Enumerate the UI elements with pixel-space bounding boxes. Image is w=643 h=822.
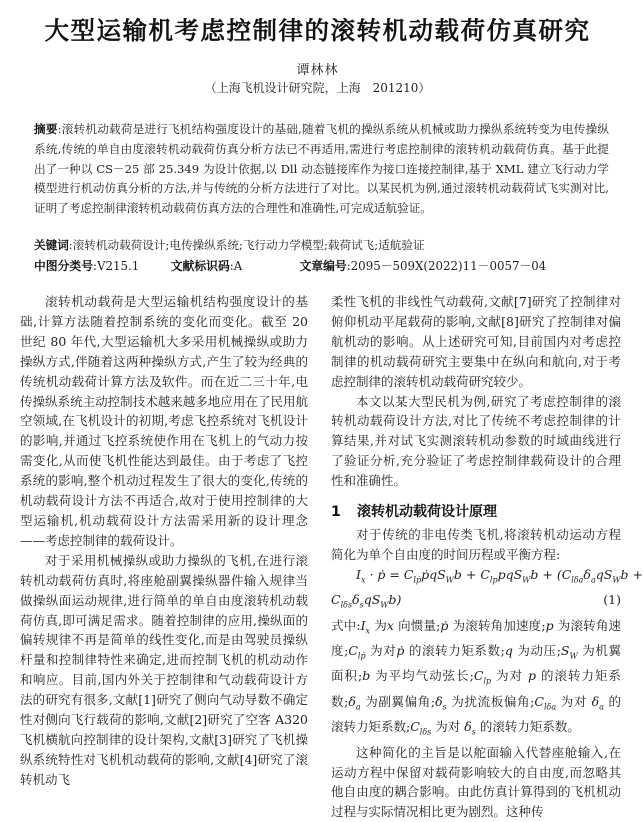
equation-number: (1) [603, 592, 621, 608]
body-paragraph: 对于传统的非电传类飞机,将滚转机动运动方程简化为单个自由度的时间历程或平衡方程: [331, 526, 621, 562]
body-paragraph: 本文以某大型民机为例,研究了考虑控制律的滚转机动载荷设计方法,对比了传统不考虑控制律的计算结果,并对试飞实测滚转机动参数的时域曲线进行了验证分析,充分验证了考虑控制律载荷设计的合理性和准确性。 [331, 393, 621, 489]
section-heading [331, 503, 621, 523]
variable-definitions: 式中$:I_x$ 为x 向惯量;ṗ 为滚转角加速度;p 为滚转角速度$;C_{lṗ}$ 为对ṗ 的滚转力矩系数;q 为动压$;S_W$ 为机翼面积;b 为平均气动弦长$;C_{lp}$ 为对 p 的滚转力矩系数$;\delta_a$ 为副翼偏角$;\delta_s$ 为扰流板偏角$;C_{l\delta a}$ 为对 $\delta_a$ 的滚转力矩系数$;C_{l\delta s}$ 为对 $\delta_s$ 的滚转力矩系数。 [331, 617, 622, 737]
keywords-label: 关键词 [34, 238, 69, 252]
body-paragraph: 滚转机动载荷是大型运输机结构强度设计的基础,计算方法随着控制系统的变化而变化。截至 20 世纪 80 年代,大型运输机大多采用机械操纵或助力操纵方式,伴随着这两种操纵方式,产生了较为经典的传统机动载荷计算方法及软件。而在近二三十年,电传操纵系统主动控制技术越来越多地应用在了民用航空领域,在飞机设计的初期,考虑飞控系统对飞机设计的影响,并通过飞控系统使作用在飞机上的气动力按需变化,从而使飞机性能达到最佳。由于考虑了飞控系统的影响,整个机动过程发生了很大的变化,传统的机动载荷设计方法不再适合,故对于使用控制律的大型运输机,机动载荷设计方法需采用新的设计理念——考虑控制律的载荷设计。 [20, 294, 308, 548]
keywords-text: :滚转机动载荷设计;电传操纵系统;飞行动力学模型;载荷试飞;适航验证 [68, 238, 425, 252]
article-label: 文章编号 [299, 259, 347, 273]
keywords [34, 237, 609, 253]
abstract [34, 120, 609, 219]
equation-line: $C_{l\delta s}\delta_sqS_Wb$) (1) [331, 590, 621, 615]
section-number: 1 [331, 504, 341, 521]
right-column [331, 292, 643, 822]
clc-value: :V215.1 [93, 259, 140, 273]
article-value: :2095－509X(2022)11－0057－04 [346, 259, 547, 273]
doc-value: :A [229, 259, 243, 273]
paper-title: 大型运输机考虑控制律的滚转机动载荷仿真研究 [44, 16, 591, 45]
classification-line [34, 257, 624, 274]
equation-line: $I_x$ · ṗ = $C_{lṗ}ṗqS_Wb + C_{lp}pqS_Wb + (C_{l\delta a}\delta_aqS_Wb$ + [356, 566, 643, 585]
abstract-label: 摘要 [34, 122, 58, 136]
body-paragraph: 对于采用机械操纵或助力操纵的飞机,在进行滚转机动载荷仿真时,将座舱副翼操纵器件输入规律当做操纵面运动规律,进行简单的单自由度滚转机动载荷仿真,即可满足需求。随着控制律的应用,操纵面的偏转规律不再是简单的线性变化,而是由驾驶员操纵杆量和控制律特性来确定,进而控制飞机的机动动作和响应。目前,国内外关于控制律和气动载荷设计方法的研究有很多,文献[1]研究了侧向气动导数不确定性对侧向飞行载荷的影响,文献[2]研究了空客 A320 飞机横航向控制律的设计架构,文献[3]研究了飞机操纵系统特性对飞机机动载荷的影响,文献[4]研究了滚转机动飞 [20, 552, 308, 787]
section-title: 滚转机动载荷设计原理 [357, 504, 497, 521]
author-name: 谭林林 [296, 63, 339, 78]
body-paragraph: 这种简化的主旨是以舵面输入代替座舱输入,在运动方程中保留对载荷影响较大的自由度,而忽略其他自由度的耦合影响。由此仿真计算得到的飞机机动过程与实际情况相比更为剧烈。这种传 [331, 744, 621, 820]
document-code [171, 257, 296, 274]
author-affiliation: （上海飞机设计研究院，上海 201210） [204, 81, 431, 95]
abstract-text: :滚转机动载荷是进行飞机结构强度设计的基础,随着飞机的操纵系统从机械或助力操纵系统转变为电传操纵系统,传统的单自由度滚转机动载荷仿真分析方法已不再适用,需进行考虑控制律的滚转机动载荷仿真。基于此提出了一种以 CS－25 部 25.349 为设计依据,以 Dll 动态链接库作为接口连接控制律,基于 XML 建立飞行动力学模型进行机动仿真分析的方法,并与传统的分析方法进行了对比。以某民机为例,通过滚转机动载荷试飞实测对比,证明了考虑控制律滚转机动载荷仿真方法的合理性和准确性,可完成适航验证。 [34, 122, 609, 216]
left-column [20, 292, 308, 790]
equation-1 [331, 565, 643, 616]
doc-label: 文献标识码 [170, 259, 230, 273]
clc-number [34, 257, 167, 274]
article-number [300, 257, 547, 274]
clc-label: 中图分类号 [34, 259, 93, 273]
body-paragraph: 柔性飞机的非线性气动载荷,文献[7]研究了控制律对俯仰机动平尾载荷的影响,文献[8]研究了控制律对偏航机动的影响。从上述研究可知,目前国内对考虑控制律的机动载荷研究主要集中在纵向和航向,对于考虑控制律的滚转机动载荷研究较少。 [331, 294, 621, 389]
